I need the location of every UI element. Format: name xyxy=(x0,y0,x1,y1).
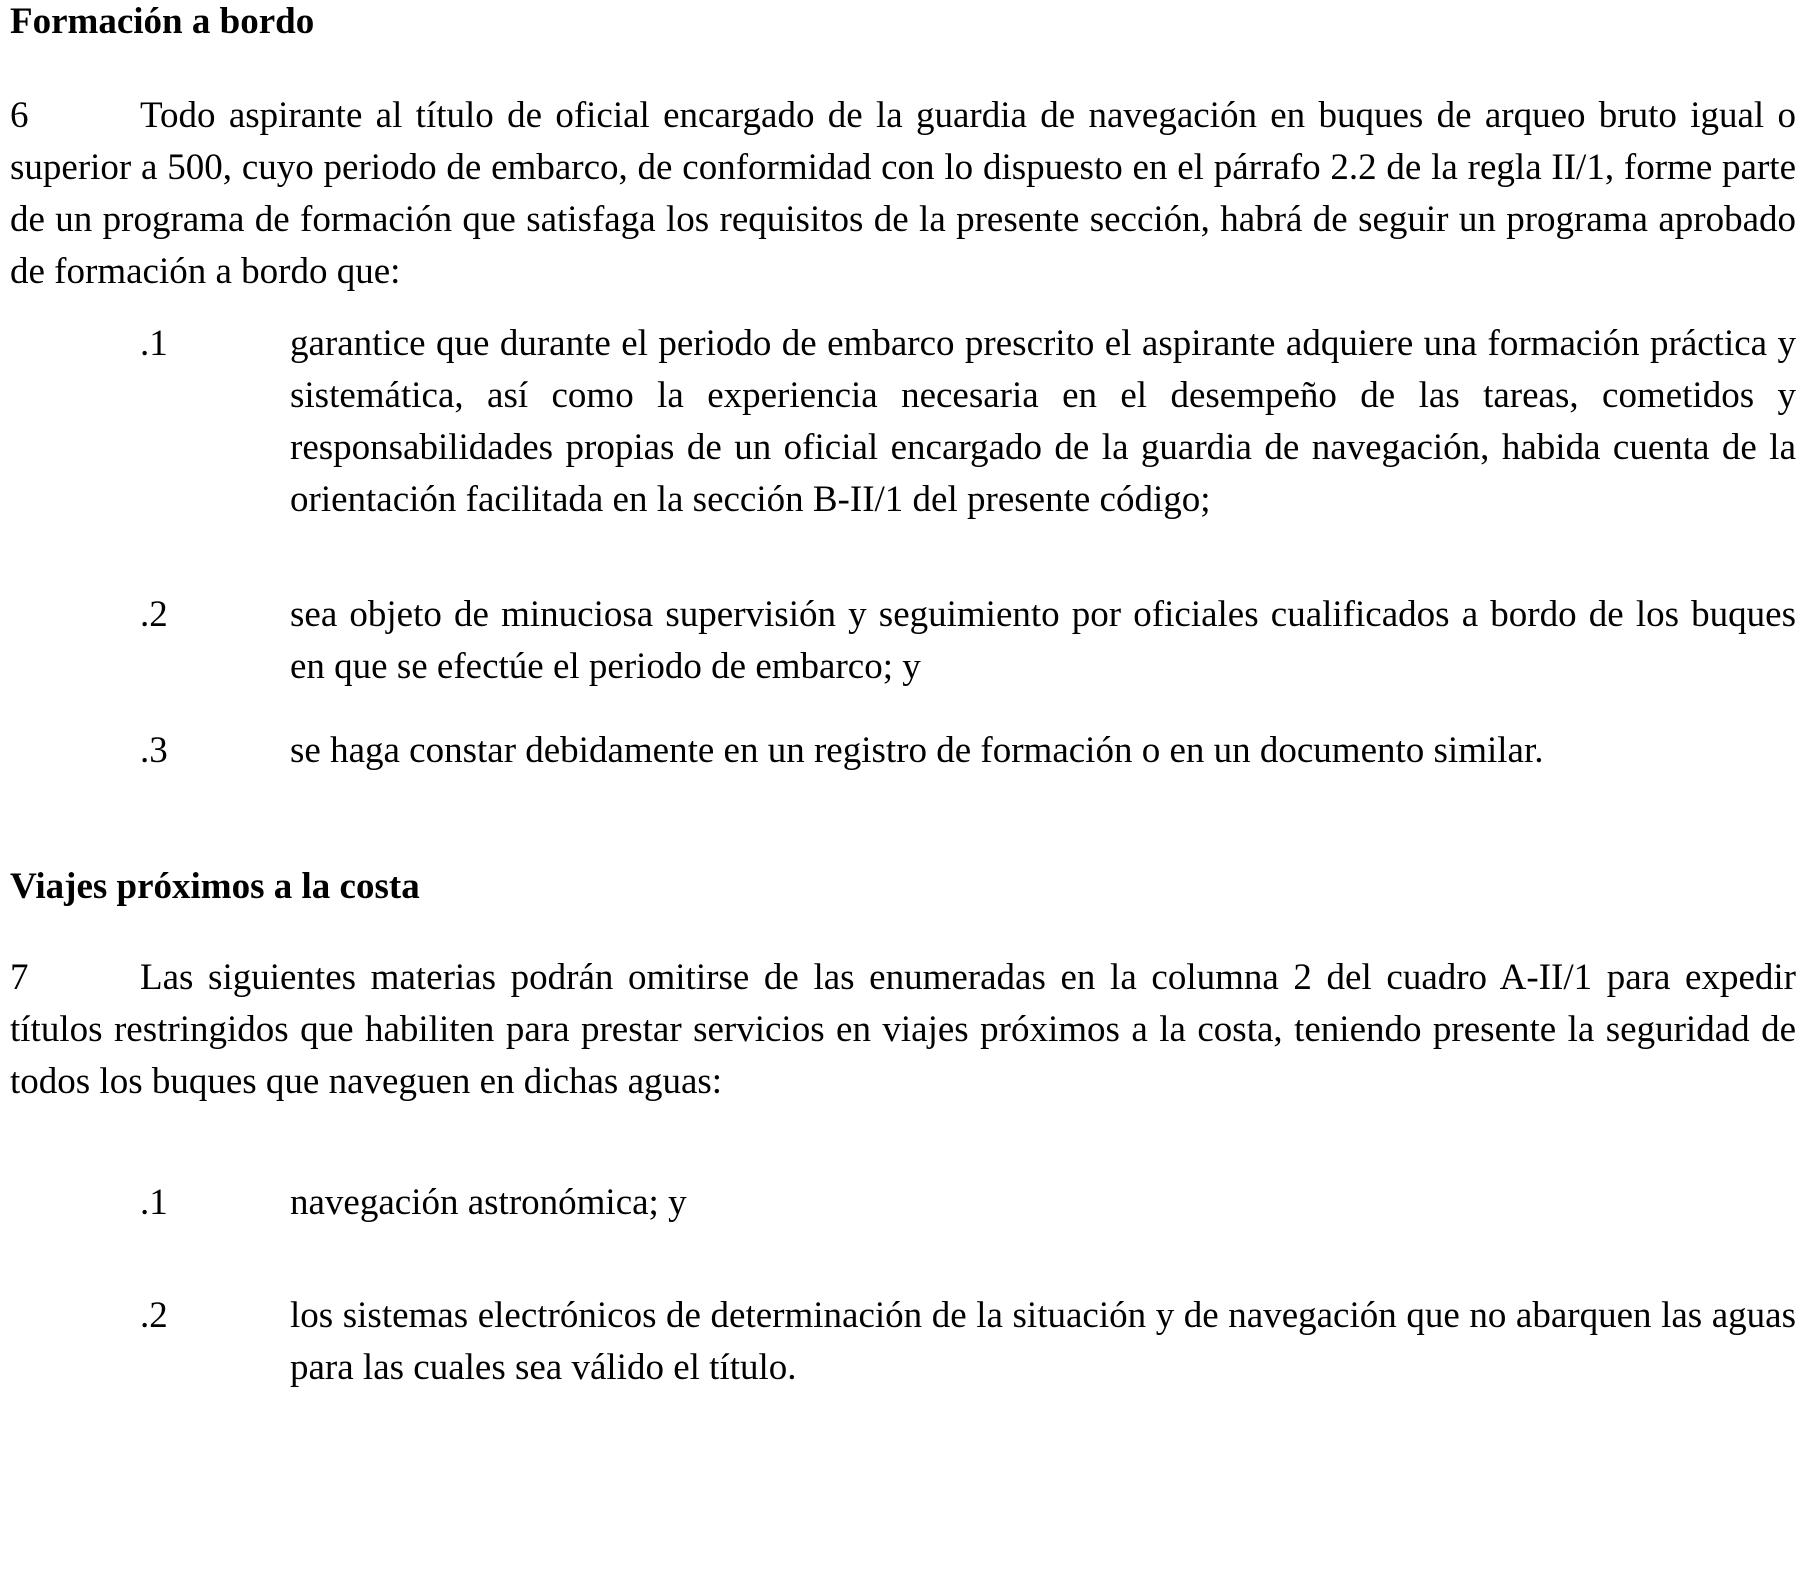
paragraph-number: 7 xyxy=(10,957,29,998)
paragraph-7 xyxy=(10,952,1796,1108)
item-text: sea objeto de minuciosa supervisión y seguimiento por oficiales cualificados a bordo de los buques en que se efectúe el periodo de embarco; y xyxy=(290,594,1796,687)
list-item-6-3 xyxy=(140,725,1796,777)
list-item-7-2 xyxy=(140,1290,1796,1394)
item-number: .3 xyxy=(140,730,168,771)
paragraph-text: Las siguientes materias podrán omitirse de las enumeradas en la columna 2 del cuadro A-II/1 para expedir títulos restringidos que habiliten para prestar servicios en viajes próximos a la costa, teniendo presente la seguridad de todos los buques que naveguen en dichas aguas: xyxy=(10,957,1796,1102)
item-text: navegación astronómica; y xyxy=(290,1182,687,1223)
item-number: .1 xyxy=(140,1182,168,1223)
item-number: .2 xyxy=(140,594,168,635)
paragraph-6 xyxy=(10,90,1796,298)
item-text: los sistemas electrónicos de determinación de la situación y de navegación que no abarquen las aguas para las cuales sea válido el título. xyxy=(290,1295,1796,1388)
item-text: garantice que durante el periodo de embarco prescrito el aspirante adquiere una formación práctica y sistemática, así como la experiencia necesaria en el desempeño de las tareas, cometidos y responsabilidades propias de un oficial encargado de la guardia de navegación, habida cuenta de la orientación facilitada en la sección B-II/1 del presente código; xyxy=(290,323,1796,520)
item-number: .1 xyxy=(140,323,168,364)
paragraph-number: 6 xyxy=(10,95,29,136)
section-heading-formacion: Formación a bordo xyxy=(10,1,315,42)
paragraph-text: Todo aspirante al título de oficial encargado de la guardia de navegación en buques de arqueo bruto igual o superior a 500, cuyo periodo de embarco, de conformidad con lo dispuesto en el párrafo 2.2 de la regla II/1, forme parte de un programa de formación que satisfaga los requisitos de la presente sección, habrá de seguir un programa aprobado de formación a bordo que: xyxy=(10,95,1796,292)
list-item-6-2 xyxy=(140,589,1796,693)
list-item-7-1 xyxy=(140,1177,1796,1229)
item-text: se haga constar debidamente en un registro de formación o en un documento similar. xyxy=(290,730,1544,771)
section-heading-viajes: Viajes próximos a la costa xyxy=(10,866,420,907)
item-number: .2 xyxy=(140,1295,168,1336)
list-item-6-1 xyxy=(140,318,1796,526)
